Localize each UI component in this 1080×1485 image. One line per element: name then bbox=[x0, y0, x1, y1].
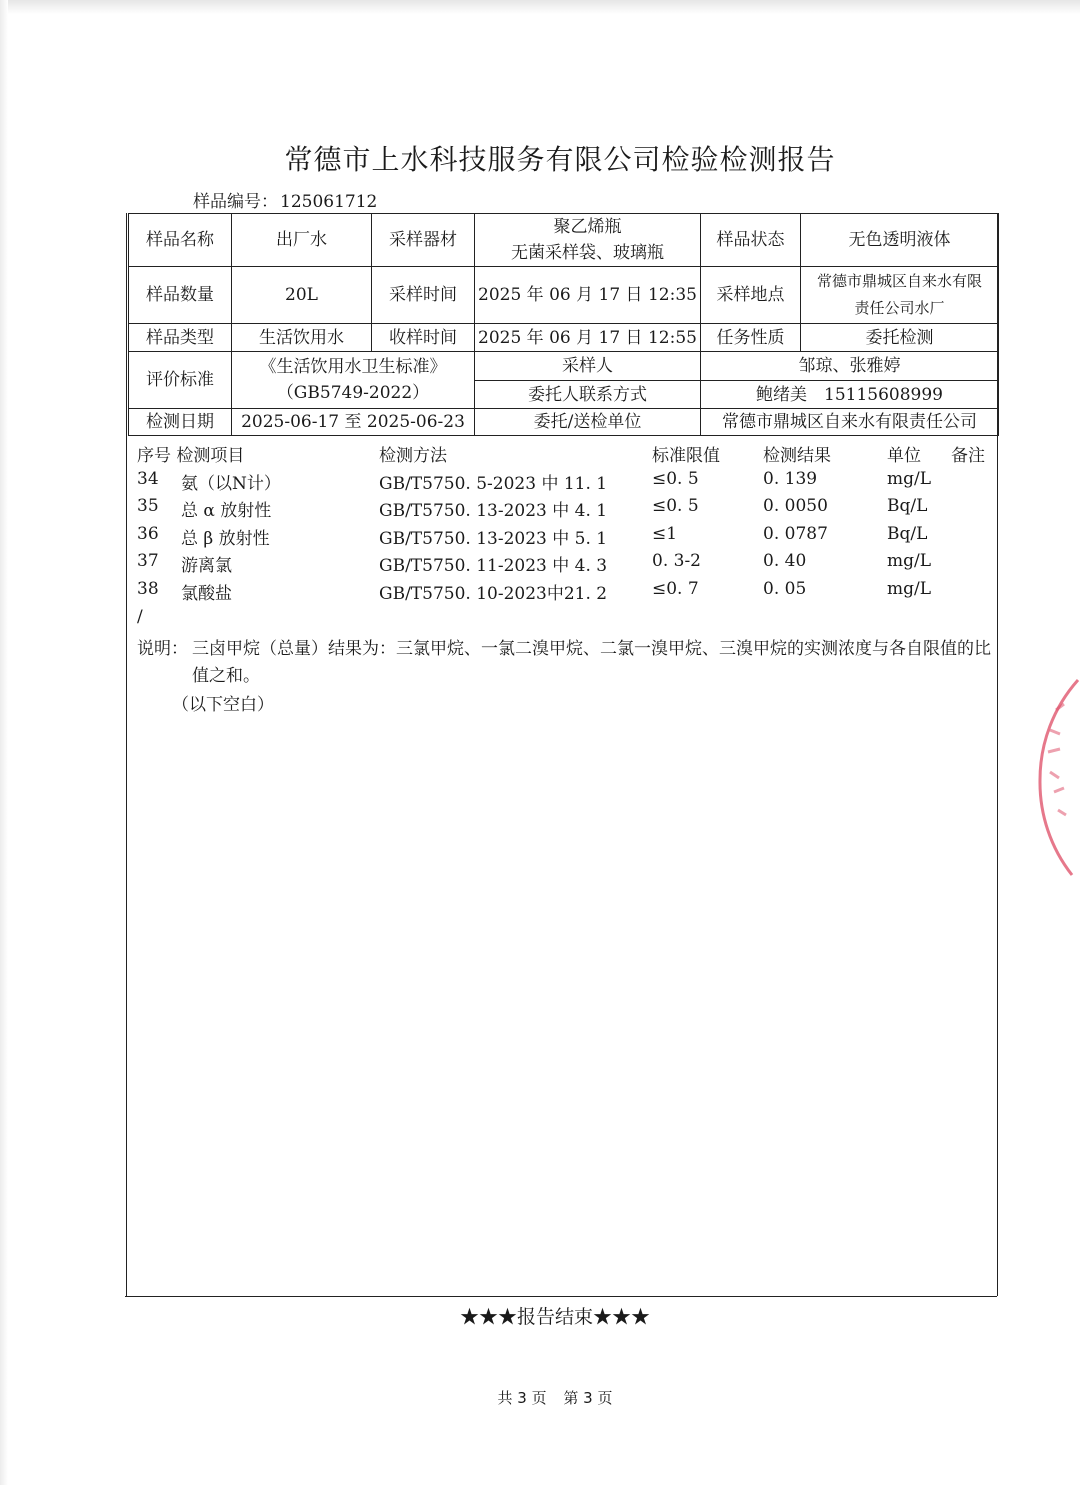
row-item: 总 β 放射性 bbox=[181, 528, 270, 549]
row-limit: ≤0. 7 bbox=[652, 578, 699, 599]
table-row bbox=[129, 409, 999, 436]
sampler-label: 采样器材 bbox=[372, 214, 475, 267]
sample-state-label: 样品状态 bbox=[701, 214, 801, 267]
receive-time-label: 收样时间 bbox=[372, 324, 475, 352]
table-row bbox=[137, 469, 997, 497]
row-seq: 36 bbox=[137, 523, 159, 544]
table-row bbox=[129, 324, 999, 352]
note-label: 说明： bbox=[137, 639, 188, 659]
sampler-line-1: 聚乙烯瓶 bbox=[553, 217, 622, 237]
sample-info-table bbox=[128, 213, 999, 436]
row-item: 总 α 放射性 bbox=[181, 501, 272, 521]
row-method: GB/T5750. 13-2023 中 5. 1 bbox=[379, 528, 608, 549]
header-remark: 备注 bbox=[951, 446, 985, 466]
sample-state: 无色透明液体 bbox=[801, 214, 999, 267]
seal-stamp-icon bbox=[1010, 660, 1080, 900]
header-limit: 标准限值 bbox=[652, 446, 720, 466]
row-seq: 35 bbox=[137, 496, 159, 516]
scan-edge bbox=[0, 0, 1080, 14]
row-unit: mg/L bbox=[887, 578, 932, 599]
task-type: 委托检测 bbox=[801, 324, 999, 352]
page-number bbox=[0, 1387, 1080, 1408]
row-unit: mg/L bbox=[887, 468, 932, 489]
standard-line-1: 《生活饮用水卫生标准》 bbox=[259, 357, 447, 377]
sampler-equipment bbox=[475, 214, 701, 267]
sampling-place bbox=[801, 267, 999, 324]
row-result: 0. 0050 bbox=[763, 496, 828, 516]
results-header bbox=[137, 441, 997, 469]
header-result: 检测结果 bbox=[763, 446, 831, 466]
sample-type: 生活饮用水 bbox=[232, 324, 372, 352]
task-label: 任务性质 bbox=[701, 324, 801, 352]
note-text: 三卤甲烷（总量）结果为：三氯甲烷、一氯二溴甲烷、二氯一溴甲烷、三溴甲烷的实测浓度与各自限值的比值之和。 bbox=[192, 639, 991, 686]
results-list bbox=[137, 441, 997, 606]
row-result: 0. 40 bbox=[763, 551, 807, 571]
row-result: 0. 139 bbox=[763, 468, 818, 489]
row-limit: ≤0. 5 bbox=[652, 468, 699, 489]
report-end-mark: ★★★报告结束★★★ bbox=[459, 1306, 650, 1328]
sampler-person: 邹琼、张雅婷 bbox=[701, 352, 999, 381]
row-limit: 0. 3-2 bbox=[652, 551, 701, 571]
page-frame bbox=[126, 213, 127, 1296]
test-date-label: 检测日期 bbox=[129, 409, 232, 436]
blank-below: （以下空白） bbox=[172, 695, 274, 715]
row-seq: 34 bbox=[137, 468, 159, 489]
table-row bbox=[137, 496, 997, 524]
sampling-time: 2025 年 06 月 17 日 12:35 bbox=[475, 267, 701, 324]
row-item: 氯酸盐 bbox=[181, 583, 232, 604]
report-title: 常德市上水科技服务有限公司检验检测报告 bbox=[284, 143, 836, 176]
sampler-person-label: 采样人 bbox=[475, 352, 701, 381]
client-unit-label: 委托/送检单位 bbox=[475, 409, 701, 436]
row-seq: 37 bbox=[137, 551, 159, 571]
client-unit: 常德市鼎城区自来水有限责任公司 bbox=[701, 409, 999, 436]
client-contact: 鲍绪美 15115608999 bbox=[701, 381, 999, 409]
sample-type-label: 样品类型 bbox=[129, 324, 232, 352]
sample-qty: 20L bbox=[232, 267, 372, 324]
row-unit: Bq/L bbox=[887, 496, 928, 516]
row-item: 氨（以N计） bbox=[181, 473, 281, 494]
table-row bbox=[129, 214, 999, 267]
place-line-2: 责任公司水厂 bbox=[854, 299, 945, 317]
row-item: 游离氯 bbox=[181, 556, 232, 576]
sample-number bbox=[193, 187, 377, 212]
receive-time: 2025 年 06 月 17 日 12:55 bbox=[475, 324, 701, 352]
scan-edge bbox=[0, 0, 8, 1485]
sampling-time-label: 采样时间 bbox=[372, 267, 475, 324]
table-row bbox=[137, 551, 997, 579]
sample-number-value: 125061712 bbox=[280, 192, 378, 212]
sample-name-label: 样品名称 bbox=[129, 214, 232, 267]
sampler-line-2: 无菌采样袋、玻璃瓶 bbox=[511, 243, 664, 263]
row-method: GB/T5750. 5-2023 中 11. 1 bbox=[379, 473, 608, 494]
evaluation-standard bbox=[232, 352, 475, 409]
client-contact-label: 委托人联系方式 bbox=[475, 381, 701, 409]
row-method: GB/T5750. 13-2023 中 4. 1 bbox=[379, 501, 608, 521]
table-row bbox=[137, 579, 997, 607]
sample-qty-label: 样品数量 bbox=[129, 267, 232, 324]
standard-line-2: （GB5749-2022） bbox=[276, 383, 430, 403]
row-limit: ≤0. 5 bbox=[652, 496, 699, 516]
sample-number-label: 样品编号： bbox=[193, 192, 278, 212]
sampling-place-label: 采样地点 bbox=[701, 267, 801, 324]
row-method: GB/T5750. 10-2023中21. 2 bbox=[379, 583, 608, 604]
row-unit: Bq/L bbox=[887, 523, 928, 544]
header-method: 检测方法 bbox=[379, 446, 447, 466]
sample-name: 出厂水 bbox=[232, 214, 372, 267]
row-seq: 38 bbox=[137, 578, 159, 599]
row-result: 0. 0787 bbox=[763, 523, 828, 544]
row-method: GB/T5750. 11-2023 中 4. 3 bbox=[379, 556, 608, 576]
total-pages: 共 3 页 bbox=[497, 1389, 547, 1407]
header-seq-item: 序号 检测项目 bbox=[137, 446, 245, 466]
current-page: 第 3 页 bbox=[563, 1389, 613, 1407]
row-limit: ≤1 bbox=[652, 523, 678, 544]
table-row bbox=[137, 524, 997, 552]
note bbox=[137, 636, 992, 690]
table-row bbox=[129, 352, 999, 381]
slash-mark: / bbox=[137, 607, 143, 627]
header-unit: 单位 bbox=[887, 446, 921, 466]
place-line-1: 常德市鼎城区自来水有限 bbox=[816, 272, 982, 290]
page-frame bbox=[125, 1296, 997, 1297]
row-unit: mg/L bbox=[887, 551, 932, 571]
test-date: 2025-06-17 至 2025-06-23 bbox=[232, 409, 475, 436]
standard-label: 评价标准 bbox=[129, 352, 232, 409]
row-result: 0. 05 bbox=[763, 578, 807, 599]
table-row bbox=[129, 267, 999, 324]
